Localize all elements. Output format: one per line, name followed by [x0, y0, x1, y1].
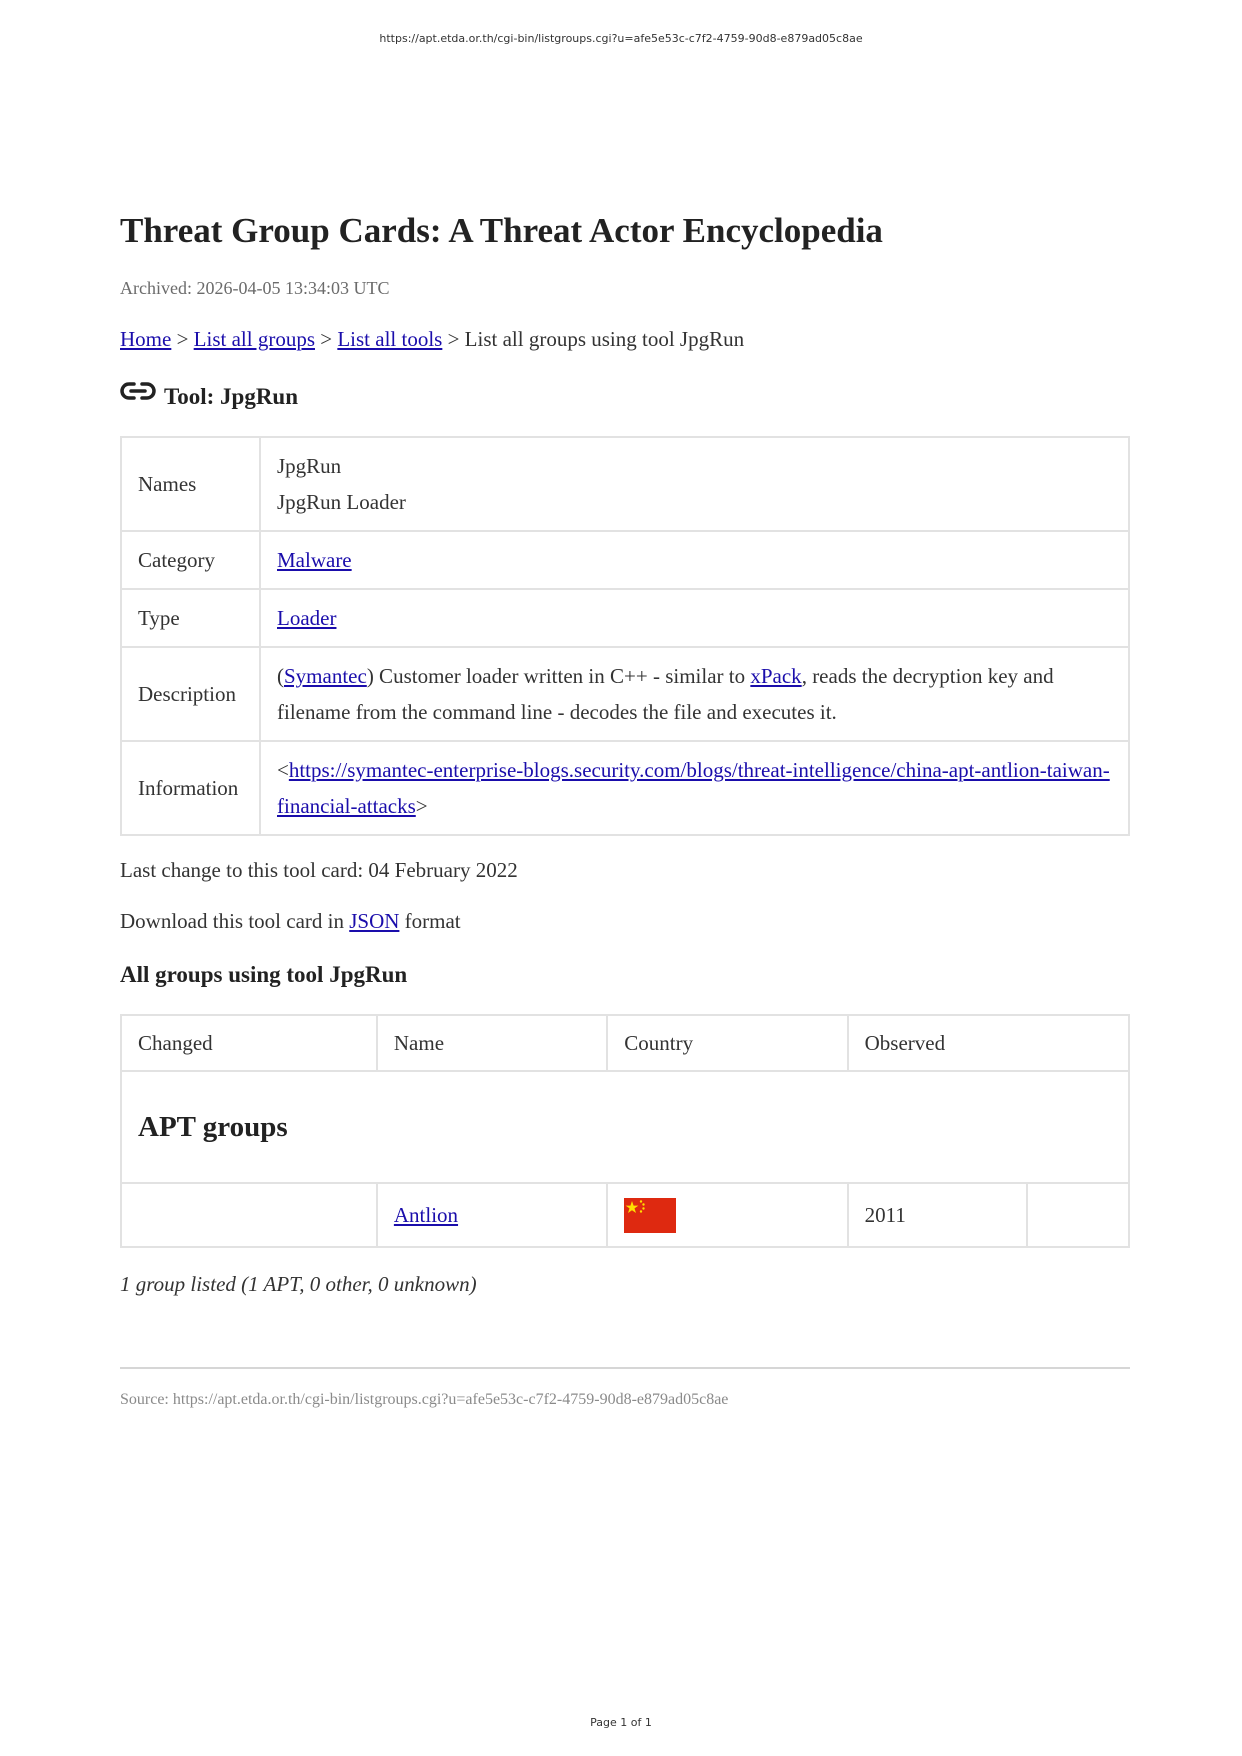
cell-name	[377, 1183, 607, 1247]
tool-name: JpgRun	[277, 454, 342, 478]
download-suffix: format	[399, 909, 461, 933]
description-text: ) Customer loader written in C++ - similar to	[366, 664, 751, 688]
cell-empty	[1027, 1183, 1129, 1247]
breadcrumb-list-groups-link[interactable]: List all groups	[193, 327, 315, 351]
group-link-antlion[interactable]: Antlion	[393, 1202, 459, 1227]
section-apt-groups: APT groups	[121, 1071, 1129, 1183]
description-text-rest: , reads the decryption key and filename from the command line - decodes the file and executes it.	[277, 664, 1054, 724]
divider	[120, 1367, 1130, 1369]
china-flag-icon	[624, 1198, 676, 1233]
tool-info-table	[120, 436, 1130, 836]
cell-country	[607, 1183, 847, 1247]
archived-timestamp: Archived: 2026-04-05 13:34:03 UTC	[120, 278, 390, 298]
breadcrumb-separator: >	[171, 327, 194, 351]
information-link[interactable]: https://symantec-enterprise-blogs.security.com/blogs/threat-intelligence/china-apt-antlion-taiwan-financial-attacks	[277, 758, 1110, 818]
information-prefix: <	[277, 758, 289, 782]
last-change-text: Last change to this tool card: 04 February 2022	[120, 858, 518, 882]
xpack-link[interactable]: xPack	[750, 664, 802, 688]
table-row	[121, 1183, 1129, 1247]
cell-observed: 2011	[848, 1183, 1027, 1247]
category-label: Category	[121, 531, 260, 589]
column-header-changed: Changed	[121, 1015, 377, 1071]
groups-summary: 1 group listed (1 APT, 0 other, 0 unknown)	[120, 1272, 477, 1296]
column-header-country: Country	[607, 1015, 847, 1071]
main-content	[120, 210, 1130, 1409]
tool-heading-text: Tool: JpgRun	[164, 384, 299, 409]
names-value	[260, 437, 1129, 531]
groups-heading: All groups using tool JpgRun	[120, 962, 408, 987]
information-row	[121, 741, 1129, 835]
names-label: Names	[121, 437, 260, 531]
type-row	[121, 589, 1129, 647]
breadcrumb-home-link[interactable]: Home	[120, 327, 172, 351]
column-header-observed: Observed	[848, 1015, 1129, 1071]
breadcrumb-current: > List all groups using tool JpgRun	[442, 327, 745, 351]
breadcrumb-separator: >	[315, 327, 338, 351]
section-row	[121, 1071, 1129, 1183]
description-label: Description	[121, 647, 260, 741]
download-prefix: Download this tool card in	[120, 909, 350, 933]
description-row	[121, 647, 1129, 741]
information-label: Information	[121, 741, 260, 835]
page-number: Page 1 of 1	[590, 1716, 652, 1729]
groups-table	[120, 1014, 1130, 1248]
type-value	[260, 589, 1129, 647]
page-title: Threat Group Cards: A Threat Actor Encyclopedia	[120, 211, 883, 250]
category-value	[260, 531, 1129, 589]
groups-header-row	[121, 1015, 1129, 1071]
cell-changed	[121, 1183, 377, 1247]
description-value	[260, 647, 1129, 741]
breadcrumb-list-tools-link[interactable]: List all tools	[337, 327, 443, 351]
link-icon	[120, 378, 156, 404]
download-line	[120, 909, 1130, 934]
json-download-link[interactable]: JSON	[349, 909, 400, 933]
tool-heading	[120, 384, 1130, 410]
information-suffix: >	[415, 794, 428, 818]
information-value	[260, 741, 1129, 835]
type-link[interactable]: Loader	[277, 606, 337, 630]
tool-name: JpgRun Loader	[277, 490, 406, 514]
source-url: Source: https://apt.etda.or.th/cgi-bin/listgroups.cgi?u=afe5e53c-c7f2-4759-90d8-e879ad05c8ae	[120, 1391, 729, 1408]
type-label: Type	[121, 589, 260, 647]
description-open: (	[277, 664, 284, 688]
column-header-name: Name	[377, 1015, 607, 1071]
symantec-link[interactable]: Symantec	[284, 664, 367, 688]
category-link[interactable]: Malware	[277, 548, 352, 572]
names-row	[121, 437, 1129, 531]
category-row	[121, 531, 1129, 589]
print-header-url: https://apt.etda.or.th/cgi-bin/listgroups.cgi?u=afe5e53c-c7f2-4759-90d8-e879ad05c8ae	[379, 32, 863, 45]
breadcrumb	[120, 327, 1130, 352]
